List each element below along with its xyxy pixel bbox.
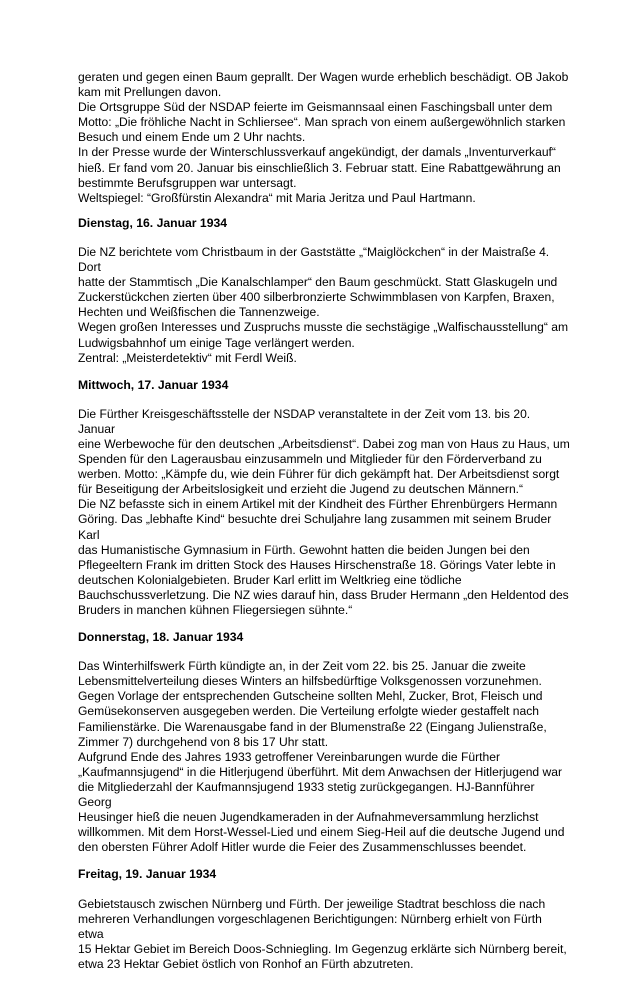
date-heading: Dienstag, 16. Januar 1934 bbox=[78, 215, 228, 230]
date-heading: Freitag, 19. Januar 1934 bbox=[78, 867, 217, 882]
paragraph: geraten und gegen einen Baum geprallt. Der Wagen wurde erheblich beschädigt. OB Jakob kam mit Prellungen davon. bbox=[78, 70, 569, 100]
intro-section bbox=[78, 70, 570, 206]
day-section-friday bbox=[78, 867, 570, 972]
day-section-thursday bbox=[78, 630, 570, 855]
paragraph: Wegen großen Interesses und Zuspruchs musste die sechstägige „Walfischausstellung“ am Ludwigsbahnhof um einige Tage verlängert werden. bbox=[78, 320, 569, 350]
paragraph: Zentral: „Meisterdetektiv“ mit Ferdl Weiß. bbox=[78, 350, 297, 365]
paragraph: Das Winterhilfswerk Fürth kündigte an, in der Zeit vom 22. bis 25. Januar die zweite Lebensmittelverteilung dieses Winters an hilfsbedürftige Volksgenossen vorzunehmen. Gegen Vorlage der entsprechenden Gutscheine sollten Mehl, Zucker, Brot, Fleisch und Gemüsekonserven ausgegeben werden. Die Verteilung erfolgte wieder gestaffelt nach Familienstärke. Die Warenausgabe fand in der Blumenstraße 22 (Eingang Julienstraße, Zimmer 7) durchgehend von 8 bis 17 Uhr statt. bbox=[78, 659, 547, 749]
paragraph: Die NZ berichtete vom Christbaum in der Gaststätte „“Maiglöckchen“ in der Maistraße 4. Dort hatte der Stammtisch „Die Kanalschlamper“ den Baum geschmückt. Statt Glaskugeln und Zuckerstückchen zierten über 400 silberbronzierte Schwimmblasen von Karpfen, Braxen, Hechten und Weißfischen die Tannenzweige. bbox=[78, 244, 558, 320]
paragraph: Aufgrund Ende des Jahres 1933 getroffener Vereinbarungen wurde die Fürther „Kaufmannsjugend“ in die Hitlerjugend überführt. Mit dem Anwachsen der Hitlerjugend war die Mitgliederzahl der Kaufmannsjugend 1933 stetig zurückgegangen. HJ-Bannführer Georg Heusinger hieß die neuen Jugendkameraden in der Aufnahmeversammlung herzlichst willkommen. Mit dem Horst-Wessel-Lied und einem Sieg-Heil auf die deutsche Jugend und den obersten Führer Adolf Hitler wurde die Feier des Zusammenschlusses beendet. bbox=[78, 749, 565, 855]
day-section-wednesday bbox=[78, 378, 570, 618]
paragraph: Die Fürther Kreisgeschäftsstelle der NSDAP veranstaltete in der Zeit vom 13. bis 20. Januar eine Werbewoche für den deutschen „Arbeitsdienst“. Dabei zog man von Haus zu Haus, um Spenden für den Lagerausbau einzusammeln und Mitglieder für den Förderverband zu werben. Motto: „Kämpfe du, wie dein Führer für dich gekämpft hat. Der Arbeitsdienst sorgt für Beseitigung der Arbeitslosigkeit und erzieht die Jugend zu deutschen Männern.“ bbox=[78, 406, 570, 497]
paragraph: Gebietstausch zwischen Nürnberg und Fürth. Der jeweilige Stadtrat beschloss die nach mehreren Verhandlungen vorgeschlagenen Berichtigungen: Nürnberg erhielt von Fürth etwa 15 Hektar Gebiet im Bereich Doos-Schniegling. Im Gegenzug erklärte sich Nürnberg bereit, etwa 23 Hektar Gebiet östlich von Ronhof an Fürth abzutreten. bbox=[78, 896, 567, 971]
paragraph: In der Presse wurde der Winterschlussverkauf angekündigt, der damals „Inventurverkauf“ hieß. Er fand vom 20. Januar bis einschließlich 3. Februar statt. Eine Rabattgewährung an bestimmte Berufsgruppen war untersagt. bbox=[78, 145, 561, 190]
date-heading: Donnerstag, 18. Januar 1934 bbox=[78, 630, 244, 645]
paragraph: Die NZ befasste sich in einem Artikel mit der Kindheit des Fürther Ehrenbürgers Hermann Göring. Das „lebhafte Kind“ besuchte drei Schuljahre lang zusammen mit seinem Bruder Karl das Humanistische Gymnasium in Fürth. Gewohnt hatten die beiden Jungen bei den Pflegeeltern Frank im dritten Stock des Hauses Hirschenstraße 18. Görings Vater lebte in deutschen Kolonialgebieten. Bruder Karl erlitt im Weltkrieg eine tödliche Bauchschussverletzung. Die NZ wies darauf hin, dass Bruder Hermann „den Heldentod des Bruders in manchen kühnen Fliegersiegen sühnte.“ bbox=[78, 497, 569, 617]
date-heading: Mittwoch, 17. Januar 1934 bbox=[78, 377, 229, 392]
document-page bbox=[78, 70, 570, 984]
day-section-tuesday bbox=[78, 216, 570, 366]
paragraph: Die Ortsgruppe Süd der NSDAP feierte im Geismannsaal einen Faschingsball unter dem Motto: „Die fröhliche Nacht in Schliersee“. Man sprach von einem außergewöhnlich starken Besuch und einem Ende um 2 Uhr nachts. bbox=[78, 100, 566, 145]
paragraph: Weltspiegel: “Großfürstin Alexandra“ mit Maria Jeritza und Paul Hartmann. bbox=[78, 190, 476, 205]
